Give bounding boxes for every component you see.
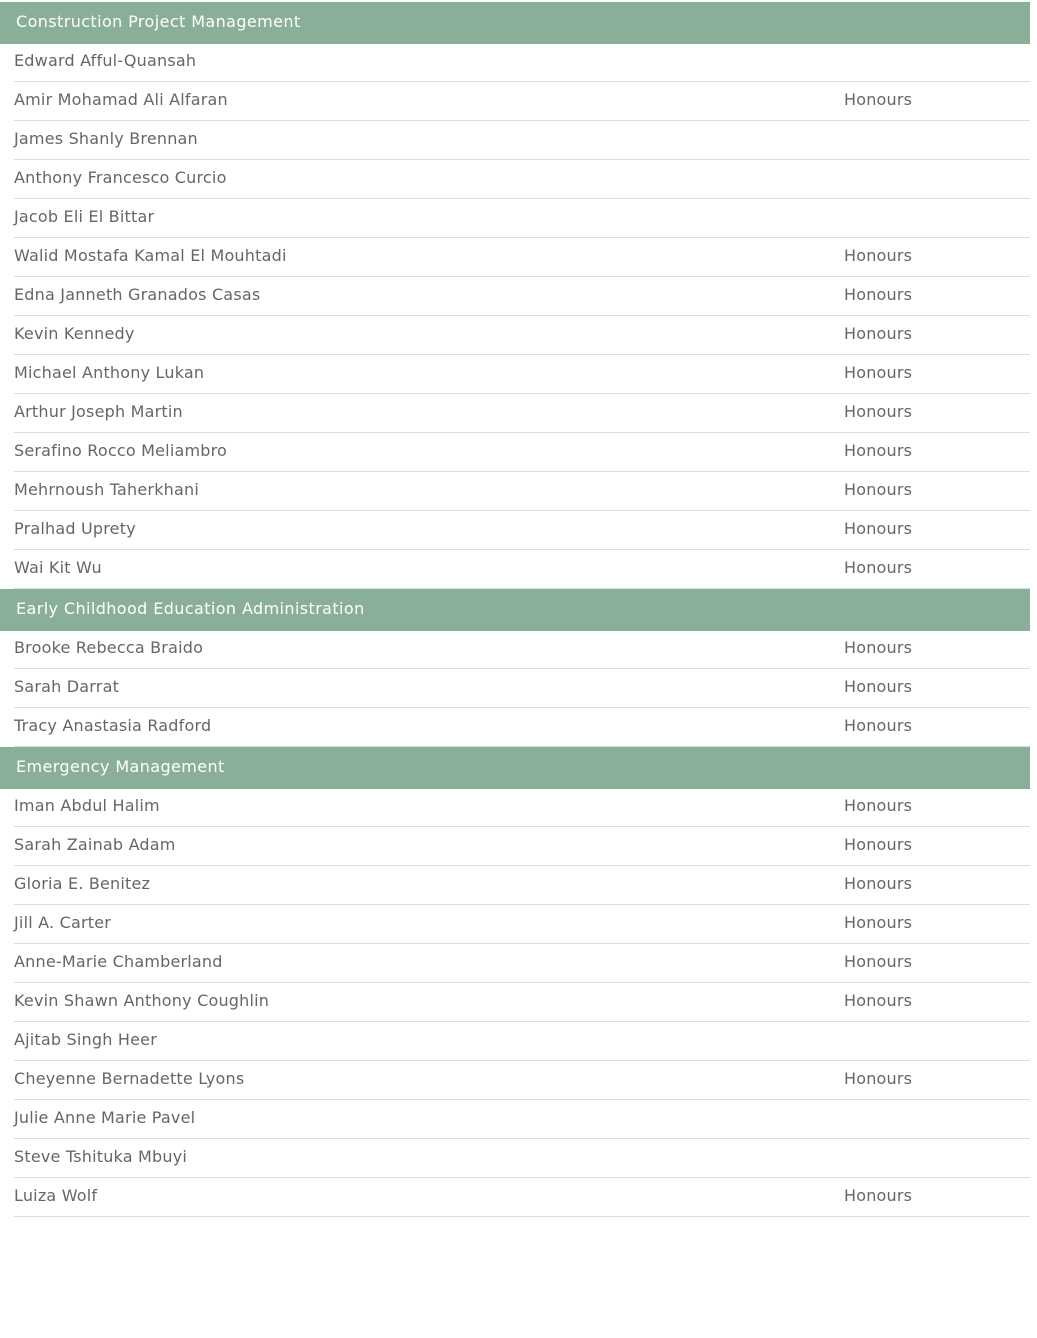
graduate-name: Michael Anthony Lukan: [14, 363, 205, 382]
graduate-name: Steve Tshituka Mbuyi: [14, 1147, 188, 1166]
graduate-row: [14, 355, 1030, 394]
graduate-row: [14, 433, 1030, 472]
honours-label: Honours: [844, 1186, 913, 1205]
graduate-row: [14, 1178, 1030, 1217]
graduate-row: [14, 866, 1030, 905]
section-title: Construction Project Management: [16, 11, 301, 31]
honours-label: Honours: [844, 835, 913, 854]
graduate-row: [14, 82, 1030, 121]
graduate-row: [14, 1100, 1030, 1139]
section-title: Emergency Management: [16, 756, 225, 776]
graduate-name: Tracy Anastasia Radford: [14, 716, 212, 735]
honours-label: Honours: [844, 90, 913, 109]
graduate-name: Edna Janneth Granados Casas: [14, 285, 261, 304]
graduate-row: [14, 983, 1030, 1022]
graduate-row: [14, 472, 1030, 511]
honours-label: Honours: [844, 363, 913, 382]
graduate-row: [14, 238, 1030, 277]
graduate-row: [14, 789, 1030, 827]
graduate-row: [14, 160, 1030, 199]
graduate-name: Jill A. Carter: [14, 913, 112, 932]
honours-label: Honours: [844, 796, 913, 815]
graduate-row: [14, 394, 1030, 433]
honours-label: Honours: [844, 519, 913, 538]
graduate-row: [14, 669, 1030, 708]
graduate-name: Arthur Joseph Martin: [14, 402, 183, 421]
section-title: Early Childhood Education Administration: [16, 598, 365, 618]
graduate-name: Jacob Eli El Bittar: [14, 207, 155, 226]
graduate-name: Ajitab Singh Heer: [14, 1030, 157, 1049]
section-header: [0, 589, 1030, 631]
graduate-name: Gloria E. Benitez: [14, 874, 151, 893]
honours-label: Honours: [844, 716, 913, 735]
graduate-name: Pralhad Uprety: [14, 519, 136, 538]
honours-label: Honours: [844, 480, 913, 499]
graduate-row: [14, 905, 1030, 944]
graduate-row: [14, 511, 1030, 550]
graduate-name: Cheyenne Bernadette Lyons: [14, 1069, 245, 1088]
honours-label: Honours: [844, 913, 913, 932]
honours-label: Honours: [844, 324, 913, 343]
section-header: [0, 747, 1030, 789]
graduate-row: [14, 708, 1030, 747]
graduate-name: Mehrnoush Taherkhani: [14, 480, 200, 499]
honours-label: Honours: [844, 1069, 913, 1088]
graduate-name: Amir Mohamad Ali Alfaran: [14, 90, 228, 109]
graduate-row: [14, 550, 1030, 589]
honours-label: Honours: [844, 246, 913, 265]
graduate-name: Wai Kit Wu: [14, 558, 102, 577]
graduate-row: [14, 1061, 1030, 1100]
graduate-name: Kevin Kennedy: [14, 324, 135, 343]
graduate-row: [14, 1022, 1030, 1061]
graduate-name: Kevin Shawn Anthony Coughlin: [14, 991, 270, 1010]
graduate-name: Sarah Zainab Adam: [14, 835, 176, 854]
section-header: [0, 2, 1030, 44]
graduate-name: Sarah Darrat: [14, 677, 120, 696]
graduate-row: [14, 944, 1030, 983]
graduate-row: [14, 827, 1030, 866]
honours-label: Honours: [844, 402, 913, 421]
graduate-name: Brooke Rebecca Braido: [14, 638, 204, 657]
honours-label: Honours: [844, 638, 913, 657]
honours-label: Honours: [844, 558, 913, 577]
honours-label: Honours: [844, 952, 913, 971]
graduate-row: [14, 44, 1030, 82]
graduate-name: Serafino Rocco Meliambro: [14, 441, 228, 460]
graduate-name: Walid Mostafa Kamal El Mouhtadi: [14, 246, 287, 265]
graduate-name: Iman Abdul Halim: [14, 796, 160, 815]
graduate-row: [14, 1139, 1030, 1178]
graduate-row: [14, 316, 1030, 355]
graduate-name: James Shanly Brennan: [14, 129, 198, 148]
graduate-name: Anne-Marie Chamberland: [14, 952, 223, 971]
honours-label: Honours: [844, 874, 913, 893]
graduate-row: [14, 121, 1030, 160]
graduate-name: Anthony Francesco Curcio: [14, 168, 227, 187]
graduate-name: Edward Afful-Quansah: [14, 51, 197, 70]
honours-label: Honours: [844, 991, 913, 1010]
graduate-name: Luiza Wolf: [14, 1186, 98, 1205]
honours-label: Honours: [844, 441, 913, 460]
graduate-name: Julie Anne Marie Pavel: [14, 1108, 196, 1127]
graduate-row: [14, 631, 1030, 669]
graduate-row: [14, 277, 1030, 316]
honours-label: Honours: [844, 677, 913, 696]
honours-label: Honours: [844, 285, 913, 304]
graduate-row: [14, 199, 1030, 238]
